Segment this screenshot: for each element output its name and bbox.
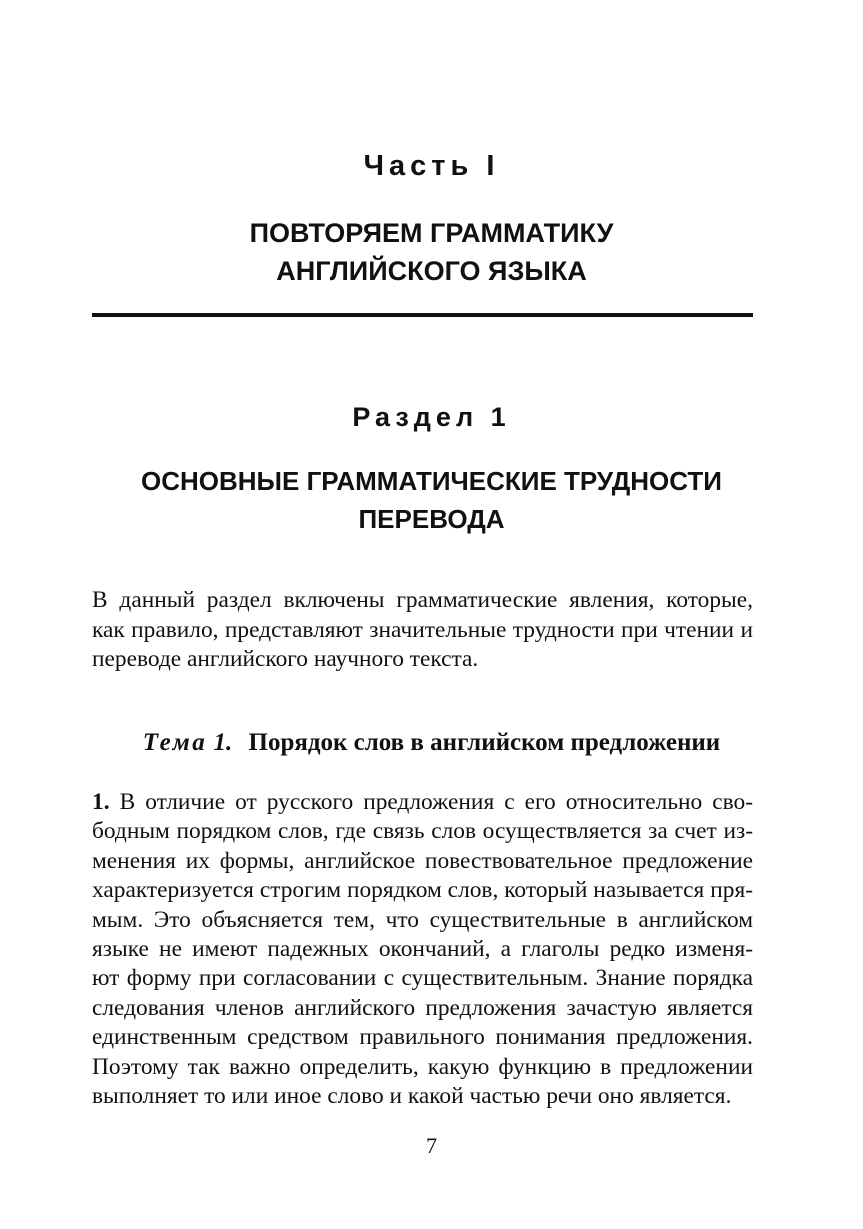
body-line: характеризуется строгим порядком слов, который называется пря- xyxy=(92,877,753,904)
section-title-line: ОСНОВНЫЕ ГРАММАТИЧЕСКИЕ ТРУДНОСТИ xyxy=(141,466,722,496)
body-line: выполняет то или иное слово и какой частью речи оно является. xyxy=(92,1083,732,1110)
body-line: следования членов английского предложения зачастую является xyxy=(92,994,753,1021)
part-title-line: АНГЛИЙСКОГО ЯЗЫКА xyxy=(276,256,587,286)
body-line: единственным средством правильного понимания предложения. xyxy=(92,1024,753,1051)
body-line: языке не имеют падежных окончаний, а глаголы редко изменя- xyxy=(92,936,753,963)
body-line: Поэтому так важно определить, какую функцию в предложении xyxy=(92,1053,753,1080)
body-line xyxy=(92,788,753,817)
section-title-line: ПЕРЕВОДА xyxy=(358,504,505,534)
topic-label: Тема xyxy=(142,729,208,756)
page-number: 7 xyxy=(426,1133,437,1158)
part-title xyxy=(0,214,863,290)
intro-line: как правило, представляют значительные трудности при чтении xyxy=(92,616,735,643)
topic-number: 1. xyxy=(213,729,233,756)
body-line-text: В отличие от русского предложения с его относительно сво- xyxy=(119,789,753,815)
intro-line: и переводе английского научного текста. xyxy=(92,616,753,672)
body-line: ют форму при согласовании с существительным. Знание порядка xyxy=(92,965,753,992)
section-title xyxy=(0,462,863,538)
body-line: мым. Это объясняется тем, что существительные в английском xyxy=(92,906,753,933)
paragraph-number: 1. xyxy=(92,789,110,815)
part-label: Часть I xyxy=(363,150,500,182)
body-paragraph xyxy=(92,788,753,1111)
intro-paragraph xyxy=(92,586,753,675)
topic-heading xyxy=(0,729,863,757)
section-label: Раздел 1 xyxy=(352,402,511,432)
topic-title: Порядок слов в английском предложении xyxy=(248,729,721,756)
intro-line: В данный раздел включены грамматические явления, которые, xyxy=(92,587,753,613)
part-title-line: ПОВТОРЯЕМ ГРАММАТИКУ xyxy=(249,218,614,248)
body-line: бодным порядком слов, где связь слов осуществляется за счет из- xyxy=(92,818,753,845)
horizontal-divider xyxy=(92,313,753,317)
body-line: менения их формы, английское повествовательное предложение xyxy=(92,847,753,874)
